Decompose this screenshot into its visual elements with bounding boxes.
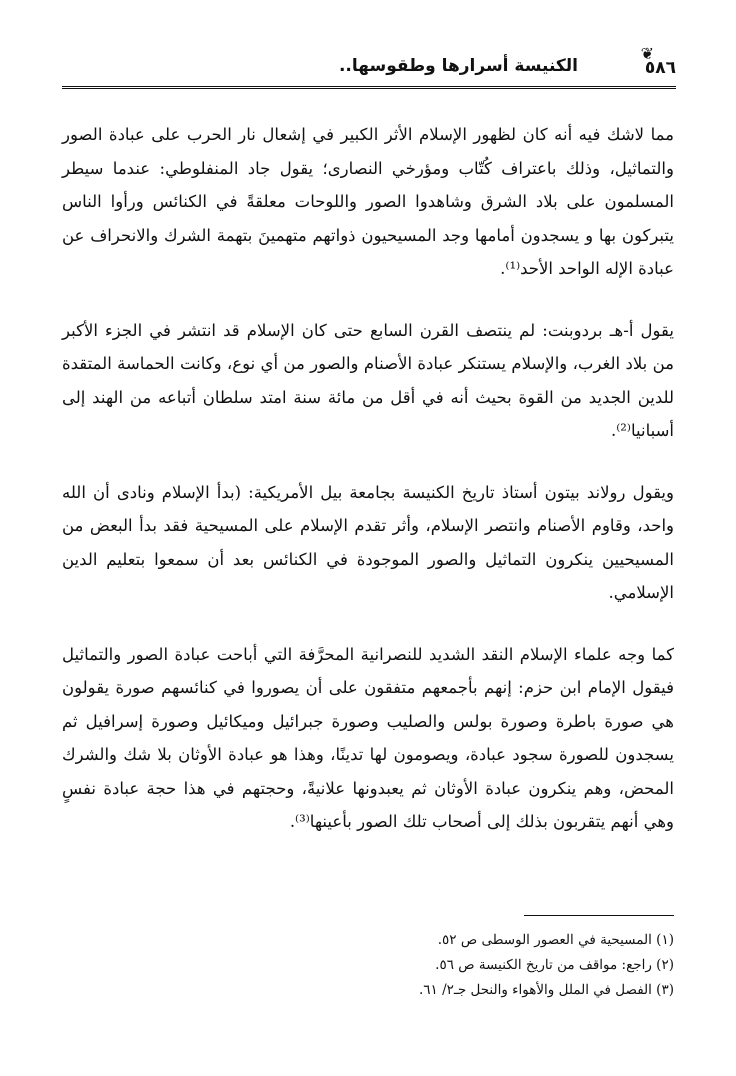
body-text	[62, 118, 674, 867]
footnote-separator	[524, 915, 674, 916]
paragraph-3: ويقول رولاند بيتون أستاذ تاريخ الكنيسة بجامعة بيل الأمريكية: (بدأ الإسلام ونادى أن الله واحد، وقاوم الأصنام وانتصر الإسلام، وأثر تقدم الإسلام على المسيحية فقد بدأ البعض من المسيحيين ينكرون التماثيل والصور الموجودة في الكنائس بعد أن سمعوا بتعليم الدين الإسلامي.	[62, 482, 674, 602]
paragraph-2: يقول أ-هـ بردوبنت: لم ينتصف القرن السابع حتى كان الإسلام قد انتشر في الجزء الأكبر من بلاد الغرب، والإسلام يستنكر عبادة الأصنام والصور من أي نوع، وكانت الحماسة المتقدة للدين الجديد من القوة بحيث أنه في أقل من مائة سنة امتد سلطان أتباعه من الهند إلى أسبانيا⁽²⁾.	[62, 320, 674, 440]
page-header	[62, 44, 676, 89]
ornament-icon: ❦	[640, 44, 654, 63]
paragraph-4: كما وجه علماء الإسلام النقد الشديد للنصرانية المحرَّفة التي أباحت عبادة الصور والتماثيل فيقول الإمام ابن حزم: إنهم بأجمعهم متفقون على أن يصوروا في كنائسهم صورة يقولون هي صورة باطرة وصورة بولس والصليب وصورة جبرائيل وميكائيل وصورة إسرافيل ثم يسجدون للصورة سجود عبادة، ويصومون لها تدينًا، وهذا هو عبادة الأوثان بلا شك والشرك المحض، وهم ينكرون عبادة الأوثان ثم يعبدونها علانيةً، وحجتهم في هذا حجة عبادة نفسٍ وهي أنهم يتقربون بذلك إلى أصحاب تلك الصور بأعينها⁽³⁾.	[62, 644, 674, 831]
footnotes	[62, 928, 674, 1003]
page-number: ٥٨٦	[644, 58, 676, 78]
footnote-1: (١) المسيحية في العصور الوسطى ص ٥٢.	[437, 932, 674, 948]
running-title: الكنيسة أسرارها وطقوسها..	[338, 56, 578, 76]
footnote-2: (٢) راجع: مواقف من تاريخ الكنيسة ص ٥٦.	[435, 957, 674, 973]
paragraph-1: مما لاشك فيه أنه كان لظهور الإسلام الأثر الكبير في إشعال نار الحرب على عبادة الصور والتماثيل، وذلك باعتراف كُتّاب ومؤرخي النصارى؛ يقول جاد المنفلوطي: عندما سيطر المسلمون على بلاد الشرق وشاهدوا الصور واللوحات معلقةً في الكنائس ورأوا الناس يتبركون بها و يسجدون أمامها وجد المسيحيون ذواتهم متهمينَ بتهمة الشرك والانحراف عن عبادة الإله الواحد الأحد⁽¹⁾.	[62, 125, 674, 278]
footnote-3: (٣) الفصل في الملل والأهواء والنحل جـ٢/ ٦١.	[418, 982, 674, 998]
